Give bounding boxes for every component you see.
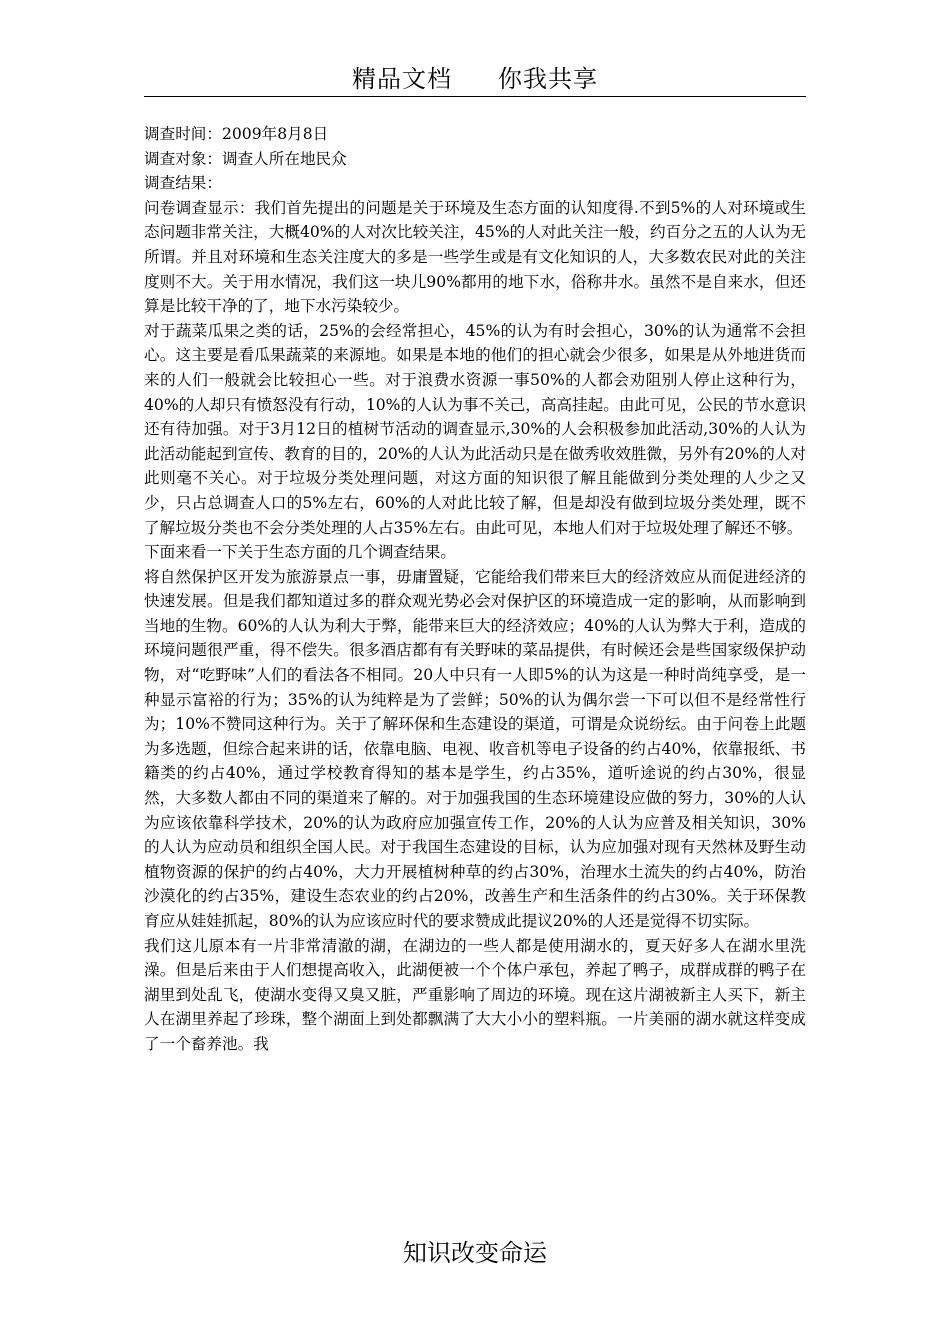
page-header: [144, 62, 806, 97]
page-footer: 知识改变命运: [403, 1239, 547, 1267]
survey-subject: 调查对象：调查人所在地民众: [144, 149, 347, 168]
survey-results-label: 调查结果：: [144, 174, 222, 193]
paragraph: 将自然保护区开发为旅游景点一事，毋庸置疑，它能给我们带来巨大的经济效应从而促进经济的快速发展。但是我们都知道过多的群众观光势必会对保护区的环境造成一定的影响，从而影响到当地的生物。60%的人认为利大于弊，能带来巨大的经济效应；40%的人认为弊大于利，造成的环境问题很严重，得不偿失。很多酒店都有有关野味的菜品提供，有时候还会是些国家级保护动物，对“吃野味”人们的看法各不相同。20人中只有一人即5%的认为这是一种时尚纯享受，是一种显示富裕的行为；35%的认为纯粹是为了尝鲜；50%的认为偶尔尝一下可以但不是经常性行为；10%不赞同这种行为。关于了解环保和生态建设的渠道，可谓是众说纷纭。由于问卷上此题为多选题，但综合起来讲的话，依靠电脑、电视、收音机等电子设备的约占40%，依靠报纸、书籍类的约占40%，通过学校教育得知的基本是学生，约占35%，道听途说的约占30%，很显然，大多数人都由不同的渠道来了解的。对于加强我国的生态环境建设应做的努力，30%的人认为应该依靠科学技术，20%的认为政府应加强宣传工作，20%的人认为应普及相关知识，30%的人认为应动员和组织全国人民。对于我国生态建设的目标，认为应加强对现有天然林及野生动植物资源的保护的约占40%，大力开展植树种草的约占30%，治理水土流失的约占40%，防治沙漠化的约占35%，建设生态农业的约占20%，改善生产和生活条件的约占30%。关于环保教育应从娃娃抓起，80%的认为应该应时代的要求赞成此提议20%的人还是觉得不切实际。: [144, 567, 806, 930]
survey-time: 调查时间：2009年8月8日: [144, 125, 329, 143]
document-body: [144, 122, 806, 1217]
paragraph: 问卷调查显示：我们首先提出的问题是关于环境及生态方面的认知度得.不到5%的人对环境或生态问题非常关注，大概40%的人对次比较关注，45%的人对此关注一般，约百分之五的人认为无所谓。并且对环境和生态关注度大的多是一些学生或是有文化知识的人，大多数农民对此的关注度则不大。关于用水情况，我们这一块儿90%都用的地下水，俗称井水。虽然不是自来水，但还算是比较干净的了，地下水污染较少。: [144, 198, 806, 316]
paragraph: 下面来看一下关于生态方面的几个调查结果。: [144, 543, 456, 562]
paragraph: 我们这儿原本有一片非常清澈的湖，在湖边的一些人都是使用湖水的，夏天好多人在湖水里洗澡。但是后来由于人们想提高收入，此湖便被一个个体户承包，养起了鸭子，成群成群的鸭子在湖里到处乱飞，使湖水变得又臭又脏，严重影响了周边的环境。现在这片湖被新主人买下，新主人在湖里养起了珍珠，整个湖面上到处都飘满了大大小小的塑料瓶。一片美丽的湖水就这样变成了一个畜养池。我: [144, 936, 806, 1053]
header-left-text: 精品文档: [352, 65, 452, 93]
header-right-text: 你我共享: [498, 65, 598, 93]
paragraph: 对于蔬菜瓜果之类的话，25%的会经常担心，45%的认为有时会担心，30%的认为通常不会担心。这主要是看瓜果蔬菜的来源地。如果是本地的他们的担心就会少很多，如果是从外地进货而来的人们一般就会比较担心一些。对于浪费水资源一事50%的人都会劝阻别人停止这种行为，40%的人却只有愤怒没有行动，10%的人认为事不关己，高高挂起。由此可见，公民的节水意识还有待加强。对于3月12日的植树节活动的调查显示,30%的人会积极参加此活动,30%的人认为此活动能起到宣传、教育的目的，20%的人认为此活动只是在做秀收效胜微，另外有20%的人对此则毫不关心。对于垃圾分类处理问题，对这方面的知识很了解且能做到分类处理的人少之又少，只占总调查人口的5%左右，60%的人对此比较了解，但是却没有做到垃圾分类处理，既不了解垃圾分类也不会分类处理的人占35%左右。由此可见，本地人们对于垃圾处理了解还不够。: [144, 321, 806, 537]
